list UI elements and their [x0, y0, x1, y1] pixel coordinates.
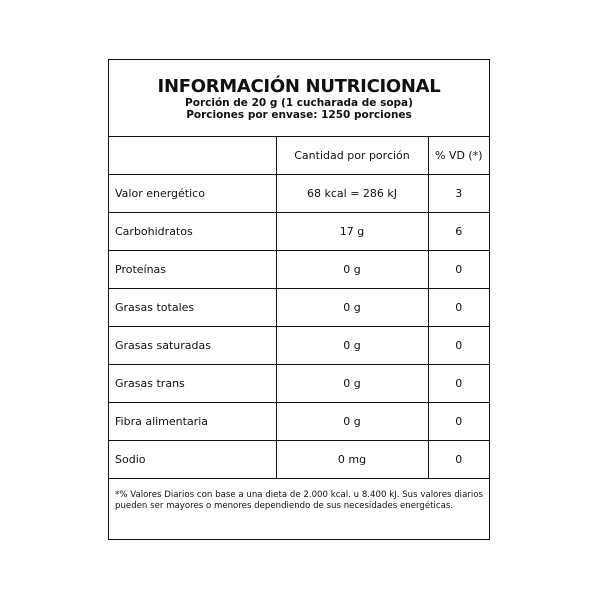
header-nutrient — [109, 137, 276, 175]
nutrient-daily-value: 0 — [428, 441, 489, 479]
nutrient-amount: 0 g — [276, 403, 428, 441]
table-row — [109, 213, 489, 251]
nutrient-amount: 0 g — [276, 289, 428, 327]
nutrient-daily-value: 0 — [428, 403, 489, 441]
servings-per-container: Porciones por envase: 1250 porciones — [186, 109, 412, 121]
table-row — [109, 441, 489, 479]
nutrient-amount: 0 g — [276, 251, 428, 289]
nutrient-daily-value: 6 — [428, 213, 489, 251]
label-title: INFORMACIÓN NUTRICIONAL — [157, 76, 441, 97]
label-header — [109, 60, 489, 137]
nutrient-name: Grasas saturadas — [109, 327, 276, 365]
table-header-row — [109, 137, 489, 175]
nutrient-daily-value: 0 — [428, 289, 489, 327]
nutrition-table — [109, 137, 489, 479]
table-row — [109, 403, 489, 441]
nutrient-daily-value: 3 — [428, 175, 489, 213]
table-row — [109, 251, 489, 289]
nutrient-name: Valor energético — [109, 175, 276, 213]
nutrient-amount: 0 mg — [276, 441, 428, 479]
header-daily-value: % VD (*) — [428, 137, 489, 175]
nutrient-amount: 0 g — [276, 365, 428, 403]
nutrient-daily-value: 0 — [428, 327, 489, 365]
nutrient-amount: 0 g — [276, 327, 428, 365]
header-amount: Cantidad por porción — [276, 137, 428, 175]
nutrient-name: Sodio — [109, 441, 276, 479]
nutrient-amount: 17 g — [276, 213, 428, 251]
nutrient-name: Grasas totales — [109, 289, 276, 327]
nutrient-daily-value: 0 — [428, 251, 489, 289]
nutrient-name: Fibra alimentaria — [109, 403, 276, 441]
nutrient-name: Grasas trans — [109, 365, 276, 403]
table-row — [109, 175, 489, 213]
nutrient-amount: 68 kcal = 286 kJ — [276, 175, 428, 213]
table-row — [109, 327, 489, 365]
daily-value-footnote: *% Valores Diarios con base a una dieta de 2.000 kcal. u 8.400 kJ. Sus valores diarios pueden ser mayores o menores dependiendo de sus necesidades energéticas. — [115, 490, 483, 511]
table-row — [109, 289, 489, 327]
nutrition-facts-label — [108, 59, 490, 540]
nutrient-name: Proteínas — [109, 251, 276, 289]
table-row — [109, 365, 489, 403]
nutrient-daily-value: 0 — [428, 365, 489, 403]
nutrient-name: Carbohidratos — [109, 213, 276, 251]
serving-size: Porción de 20 g (1 cucharada de sopa) — [185, 97, 413, 109]
